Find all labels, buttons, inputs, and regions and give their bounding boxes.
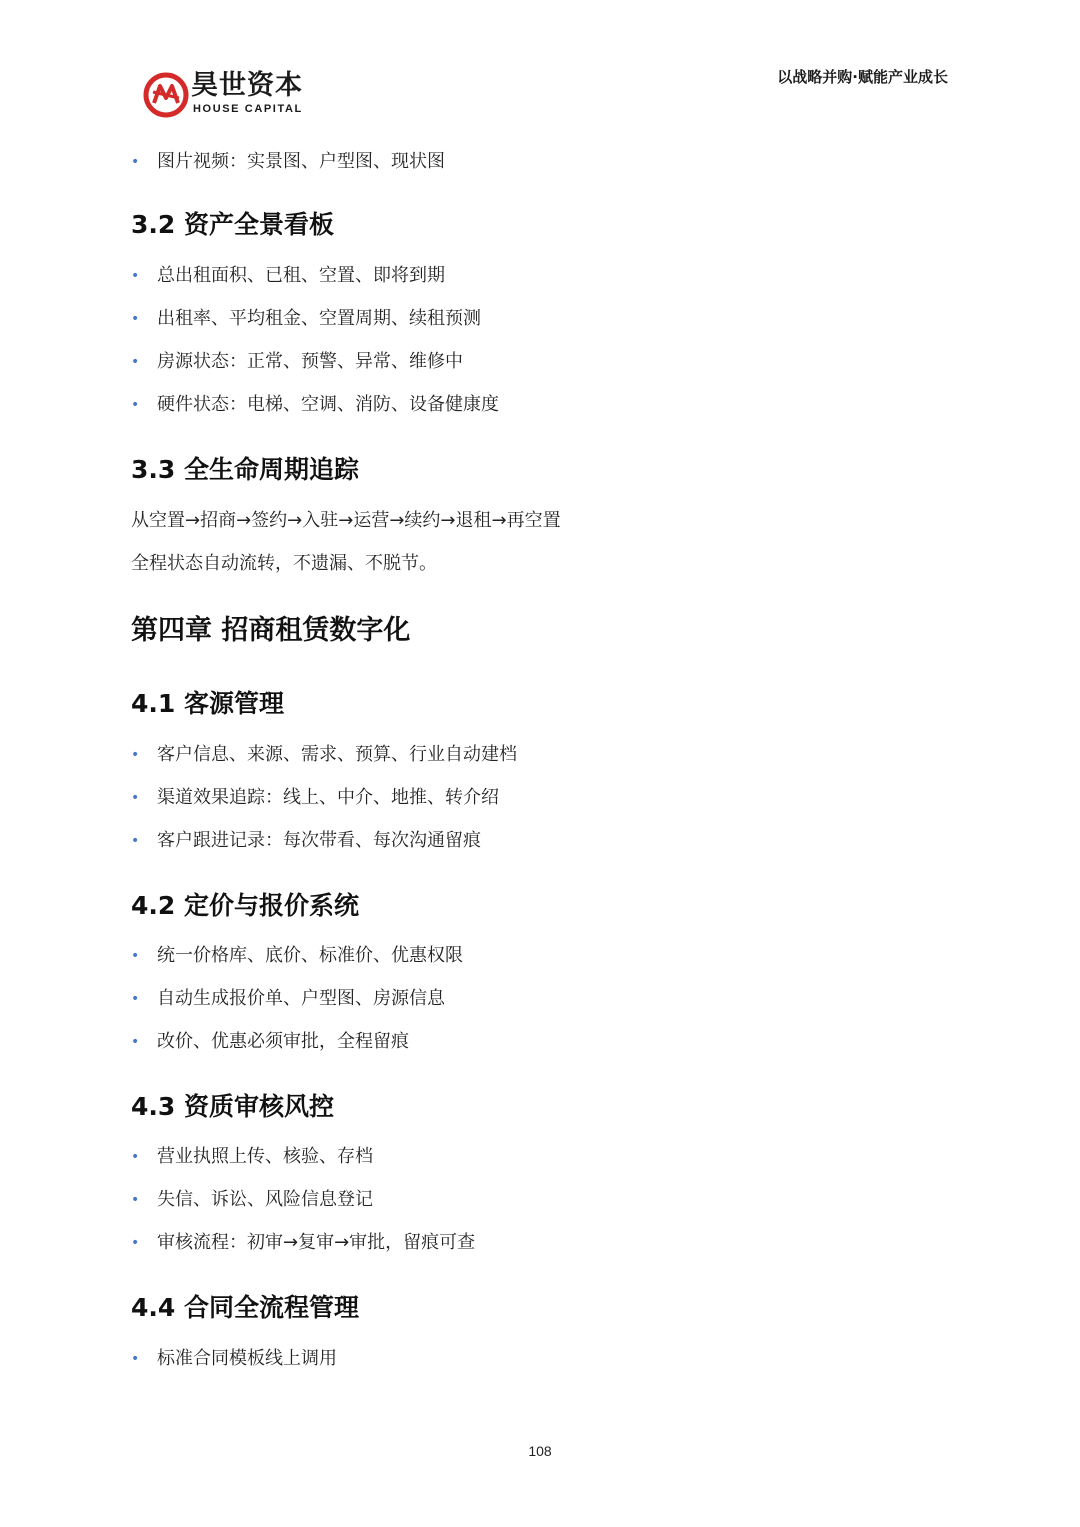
list-item: • 客户跟进记录：每次带看、每次沟通留痕 (131, 826, 481, 856)
list-item: • 总出租面积、已租、空置、即将到期 (131, 261, 445, 291)
logo-english-name: HOUSE CAPITAL (193, 103, 303, 115)
bullet-icon: • (131, 1034, 140, 1050)
chapter-heading: 第四章 招商租赁数字化 (131, 615, 411, 646)
page-number: 108 (528, 1443, 552, 1459)
list-item: • 审核流程：初审→复审→审批，留痕可查 (131, 1228, 475, 1258)
list-item: • 统一价格库、底价、标准价、优惠权限 (131, 941, 463, 971)
bullet-icon: • (131, 991, 140, 1007)
bullet-icon: • (131, 948, 140, 964)
section-heading: 4.2 定价与报价系统 (131, 891, 359, 920)
list-item: • 失信、诉讼、风险信息登记 (131, 1185, 373, 1215)
section-heading: 3.2 资产全景看板 (131, 210, 334, 239)
list-item: • 改价、优惠必须审批，全程留痕 (131, 1027, 409, 1057)
paragraph: 从空置→招商→签约→入驻→运营→续约→退租→再空置 (131, 510, 561, 531)
paragraph: 全程状态自动流转，不遗漏、不脱节。 (131, 553, 437, 574)
list-item: • 客户信息、来源、需求、预算、行业自动建档 (131, 740, 517, 770)
list-item: • 营业执照上传、核验、存档 (131, 1142, 373, 1172)
list-item: • 标准合同模板线上调用 (131, 1344, 337, 1374)
section-heading: 4.3 资质审核风控 (131, 1092, 334, 1121)
section-heading: 4.1 客源管理 (131, 689, 284, 718)
section-heading: 4.4 合同全流程管理 (131, 1293, 359, 1322)
bullet-icon: • (131, 790, 140, 806)
bullet-icon: • (131, 311, 140, 327)
company-logo (143, 70, 323, 120)
bullet-icon: • (131, 1192, 140, 1208)
bullet-icon: • (131, 747, 140, 763)
bullet-icon: • (131, 354, 140, 370)
logo-chinese-name: 昊世资本 (191, 70, 303, 101)
house-capital-logo-icon (143, 72, 189, 118)
list-item: • 房源状态：正常、预警、异常、维修中 (131, 347, 463, 377)
list-item: • 硬件状态：电梯、空调、消防、设备健康度 (131, 390, 499, 420)
header-slogan: 以战略并购·赋能产业成长 (777, 68, 948, 86)
list-item: • 出租率、平均租金、空置周期、续租预测 (131, 304, 481, 334)
bullet-icon: • (131, 268, 140, 284)
section-heading: 3.3 全生命周期追踪 (131, 455, 359, 484)
bullet-icon: • (131, 154, 140, 170)
list-item: • 渠道效果追踪：线上、中介、地推、转介绍 (131, 783, 499, 813)
bullet-icon: • (131, 397, 140, 413)
bullet-icon: • (131, 1351, 140, 1367)
list-item: • 自动生成报价单、户型图、房源信息 (131, 984, 445, 1014)
bullet-icon: • (131, 833, 140, 849)
bullet-icon: • (131, 1235, 140, 1251)
bullet-icon: • (131, 1149, 140, 1165)
list-item: • 图片视频：实景图、户型图、现状图 (131, 147, 445, 177)
